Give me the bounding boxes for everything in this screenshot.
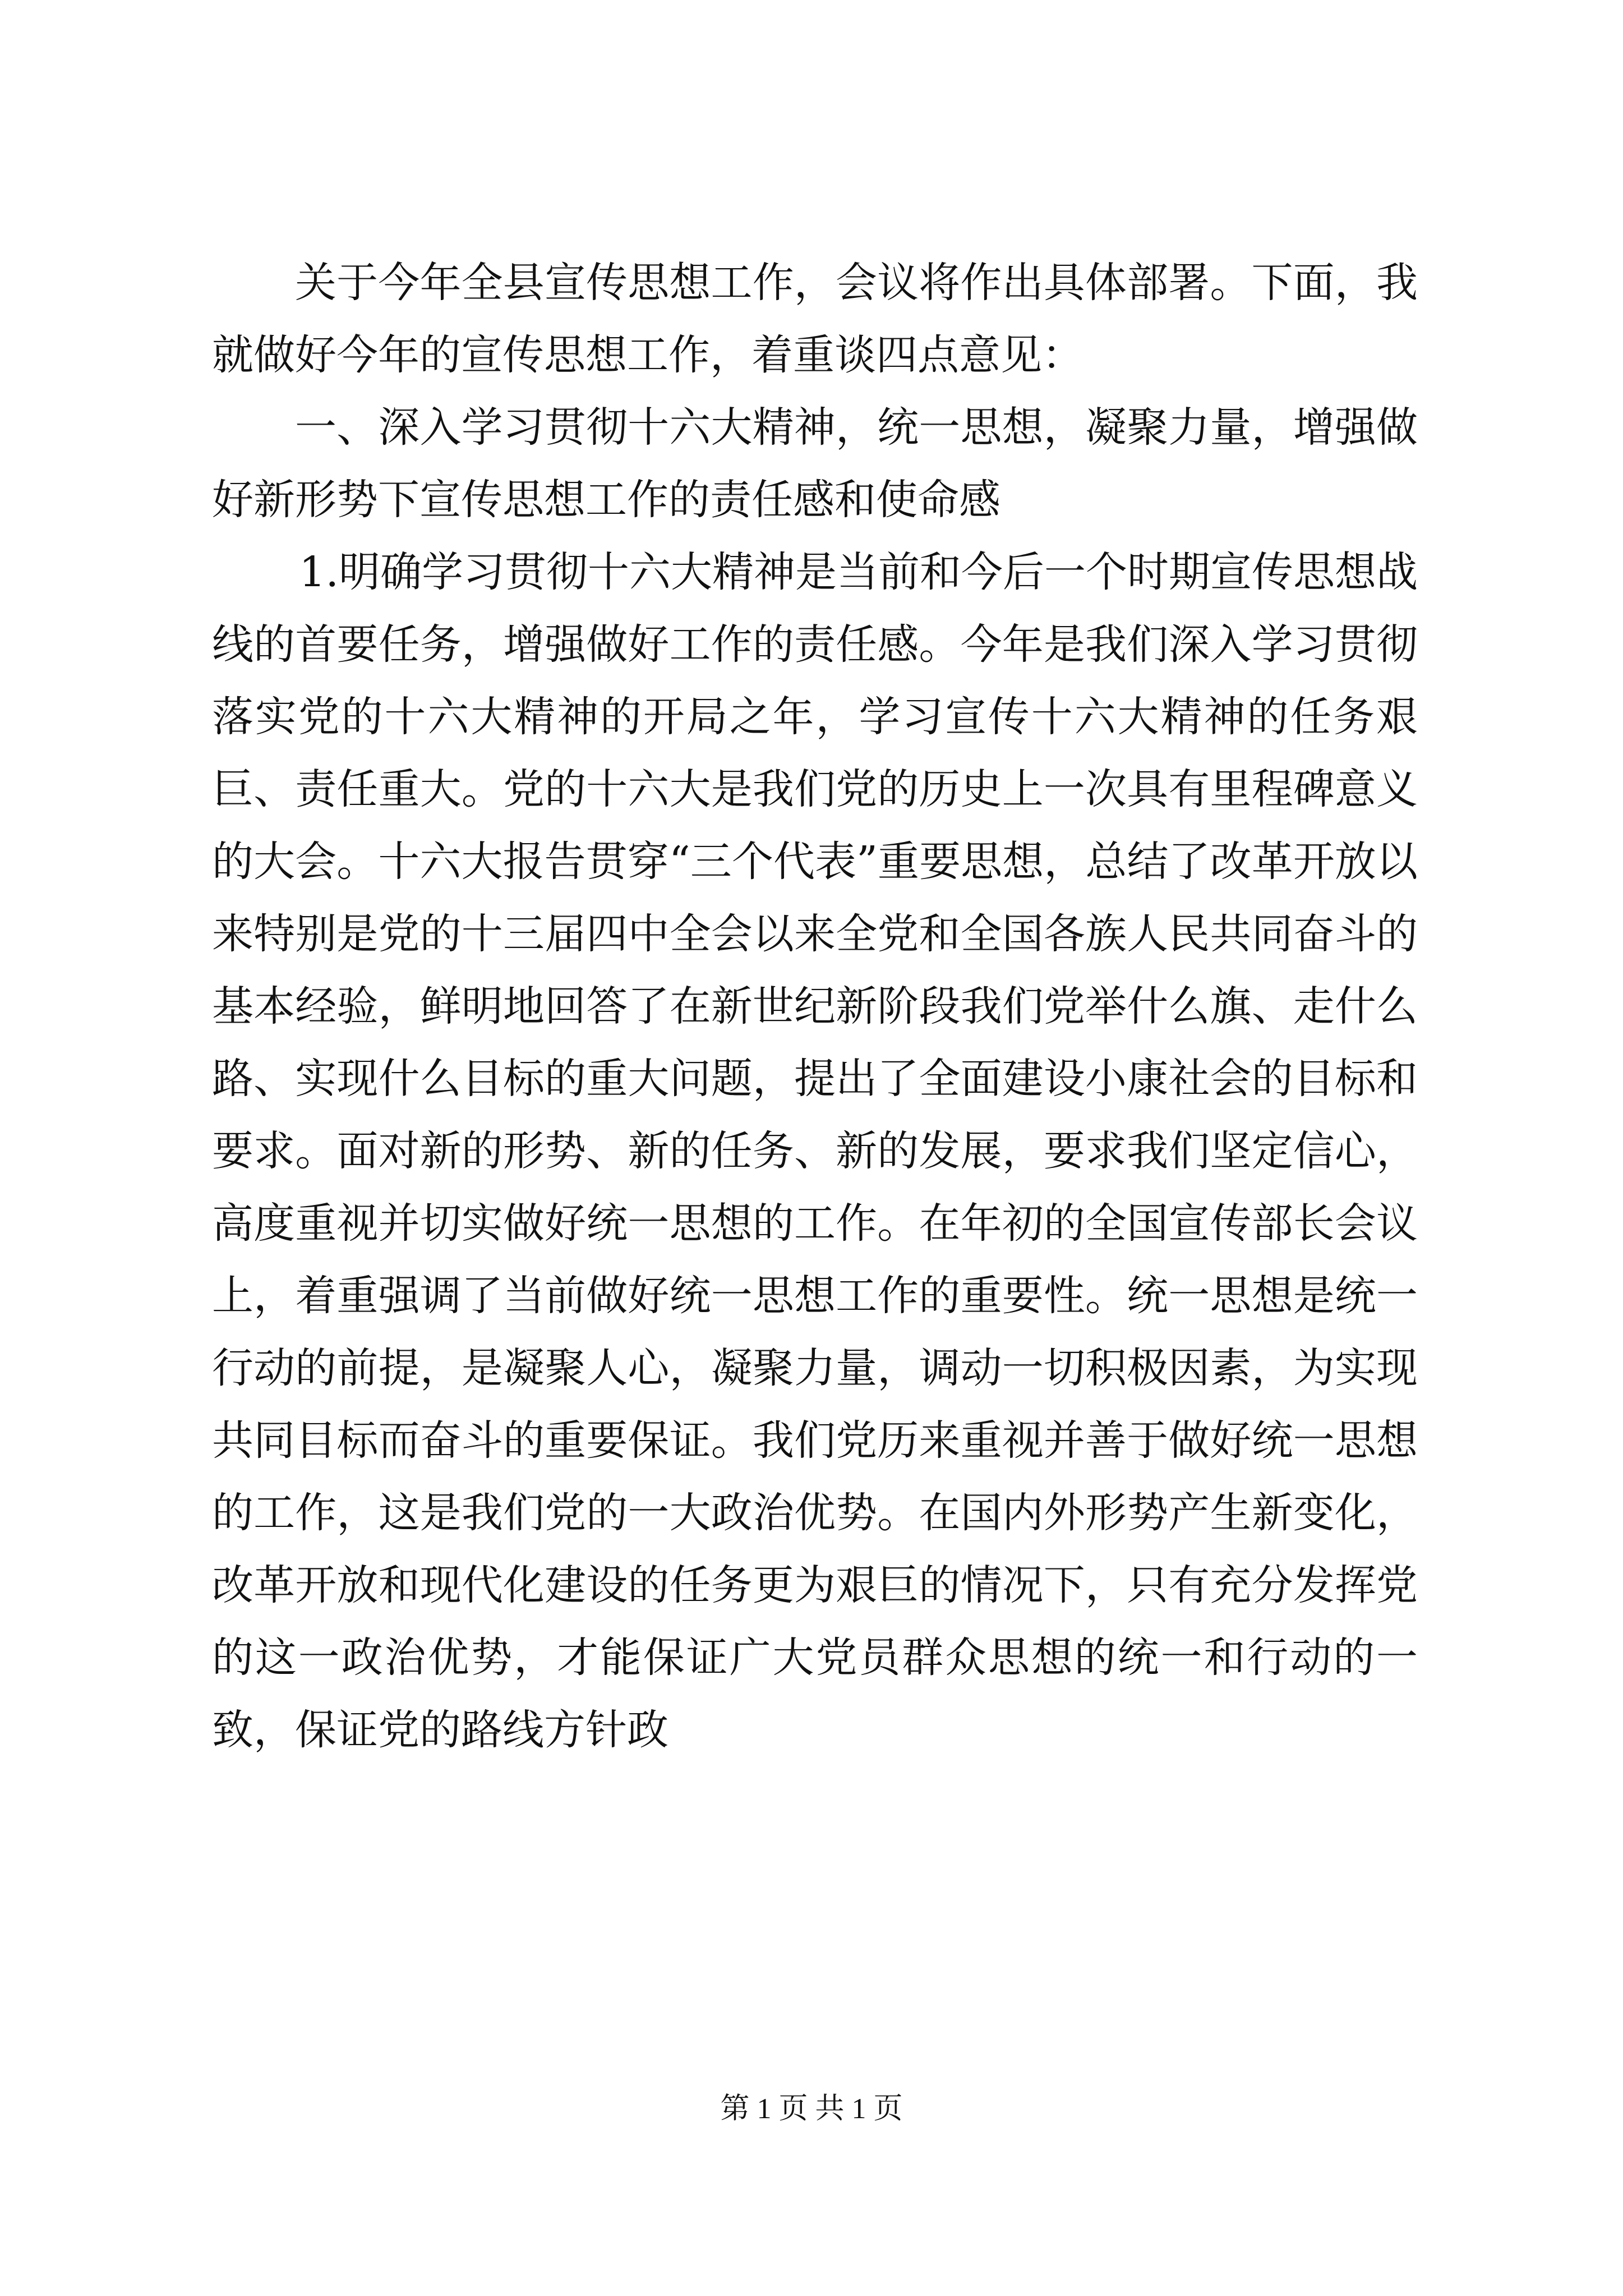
document-body xyxy=(212,247,1418,1766)
paragraph-intro: 关于今年全县宣传思想工作，会议将作出具体部署。下面，我就做好今年的宣传思想工作，着重谈四点意见： xyxy=(212,259,1418,379)
section-heading-1: 一、深入学习贯彻十六大精神，统一思想，凝聚力量，增强做好新形势下宣传思想工作的责任感和使命感 xyxy=(212,403,1418,524)
paragraph-item-1: 1.明确学习贯彻十六大精神是当前和今后一个时期宣传思想战线的首要任务，增强做好工作的责任感。今年是我们深入学习贯彻落实党的十六大精神的开局之年，学习宣传十六大精神的任务艰巨、责任重大。党的十六大是我们党的历史上一次具有里程碑意义的大会。十六大报告贯穿“三个代表”重要思想，总结了改革开放以来特别是党的十三届四中全会以来全党和全国各族人民共同奋斗的基本经验，鲜明地回答了在新世纪新阶段我们党举什么旗、走什么路、实现什么目标的重大问题，提出了全面建设小康社会的目标和要求。面对新的形势、新的任务、新的发展，要求我们坚定信心，高度重视并切实做好统一思想的工作。在年初的全国宣传部长会议上，着重强调了当前做好统一思想工作的重要性。统一思想是统一行动的前提，是凝聚人心，凝聚力量，调动一切积极因素，为实现共同目标而奋斗的重要保证。我们党历来重视并善于做好统一思想的工作，这是我们党的一大政治优势。在国内外形势产生新变化，改革开放和现代化建设的任务更为艰巨的情况下，只有充分发挥党的这一政治优势，才能保证广大党员群众思想的统一和行动的一致，保证党的路线方针政 xyxy=(212,548,1418,1754)
page-footer: 第 1 页 共 1 页 xyxy=(720,2093,903,2125)
